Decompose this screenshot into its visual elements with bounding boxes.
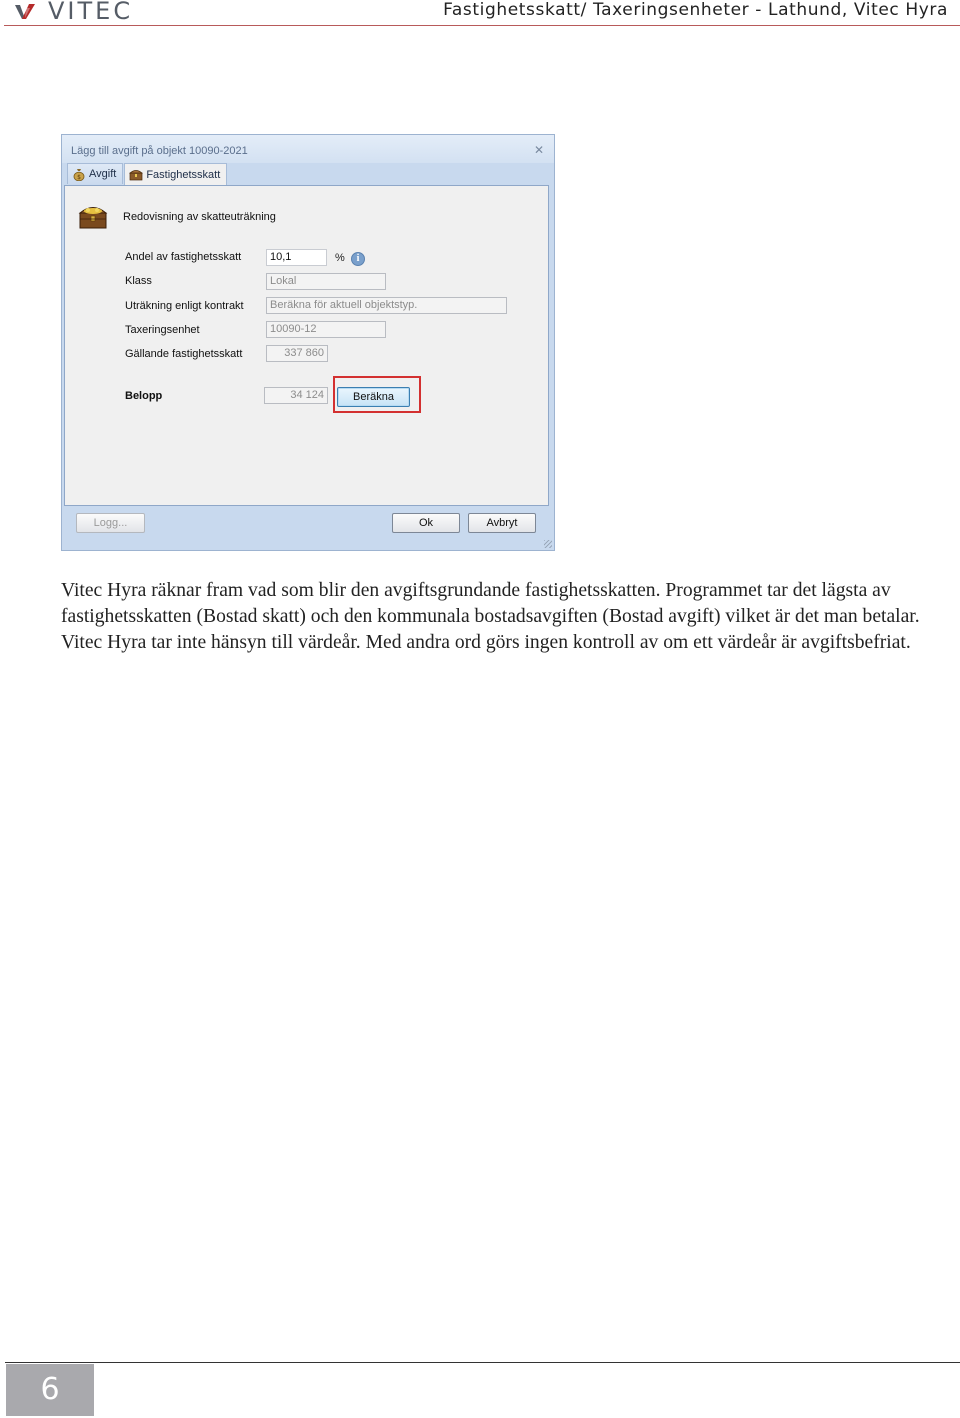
dialog-title: Lägg till avgift på objekt 10090-2021	[71, 145, 248, 157]
info-icon[interactable]: i	[351, 252, 365, 266]
logg-button[interactable]: Logg...	[76, 513, 145, 533]
utrakning-field: Beräkna för aktuell objektstyp.	[266, 297, 507, 314]
document-title: Fastighetsskatt/ Taxeringsenheter - Lathund, Vitec Hyra	[443, 0, 948, 20]
logo-text: VITEC	[48, 0, 134, 25]
page-number-box	[6, 1364, 94, 1416]
taxeringsenhet-field: 10090-12	[266, 321, 386, 338]
klass-field: Lokal	[266, 273, 386, 290]
belopp-field: 34 124	[264, 387, 328, 404]
add-fee-dialog	[61, 134, 555, 551]
andel-label: Andel av fastighetsskatt	[125, 251, 242, 263]
dialog-titlebar[interactable]	[62, 135, 554, 163]
tab-fastighetsskatt[interactable]	[124, 163, 227, 185]
body-paragraph: Vitec Hyra räknar fram vad som blir den avgiftsgrundande fastighetsskatten. Programmet tar det lägsta av fastighetsskatten (Bostad skatt) och den kommunala bostadsavgiften (Bostad avgift) vilket är det man betalar. Vitec Hyra tar inte hänsyn till värdeår. Med andra ord görs ingen kontroll av om ett värdeår är avgiftsbefriat.	[61, 580, 920, 653]
tax-panel	[64, 185, 549, 506]
belopp-label: Belopp	[125, 390, 163, 402]
tab-fastighetsskatt-label: Fastighetsskatt	[146, 168, 221, 181]
gallande-label: Gällande fastighetsskatt	[125, 348, 243, 360]
close-icon[interactable]: ✕	[533, 143, 544, 157]
money-bag-icon	[72, 168, 86, 181]
klass-label: Klass	[125, 275, 152, 287]
andel-input[interactable]: 10,1	[266, 249, 327, 266]
tab-avgift-label: Avgift	[89, 168, 117, 180]
tab-avgift[interactable]	[67, 163, 123, 184]
avbryt-button[interactable]: Avbryt	[468, 513, 536, 533]
page-header	[0, 0, 960, 27]
utrakning-label: Uträkning enligt kontrakt	[125, 300, 244, 312]
gallande-field: 337 860	[266, 345, 328, 362]
section-title: Redovisning av skatteuträkning	[123, 211, 276, 223]
page-number: 6	[40, 1372, 60, 1407]
dialog-tabs	[67, 163, 228, 185]
berakna-button[interactable]: Beräkna	[337, 387, 410, 407]
header-divider	[4, 25, 960, 26]
treasure-chest-icon	[129, 168, 143, 181]
footer-divider	[5, 1362, 960, 1363]
ok-button[interactable]: Ok	[392, 513, 460, 533]
treasure-chest-icon	[77, 200, 109, 230]
vitec-logo	[14, 0, 134, 25]
resize-grip[interactable]	[544, 540, 552, 548]
vitec-logo-icon	[14, 2, 36, 20]
taxeringsenhet-label: Taxeringsenhet	[125, 324, 200, 336]
percent-unit: %	[335, 252, 345, 264]
svg-text:$: $	[77, 173, 81, 181]
